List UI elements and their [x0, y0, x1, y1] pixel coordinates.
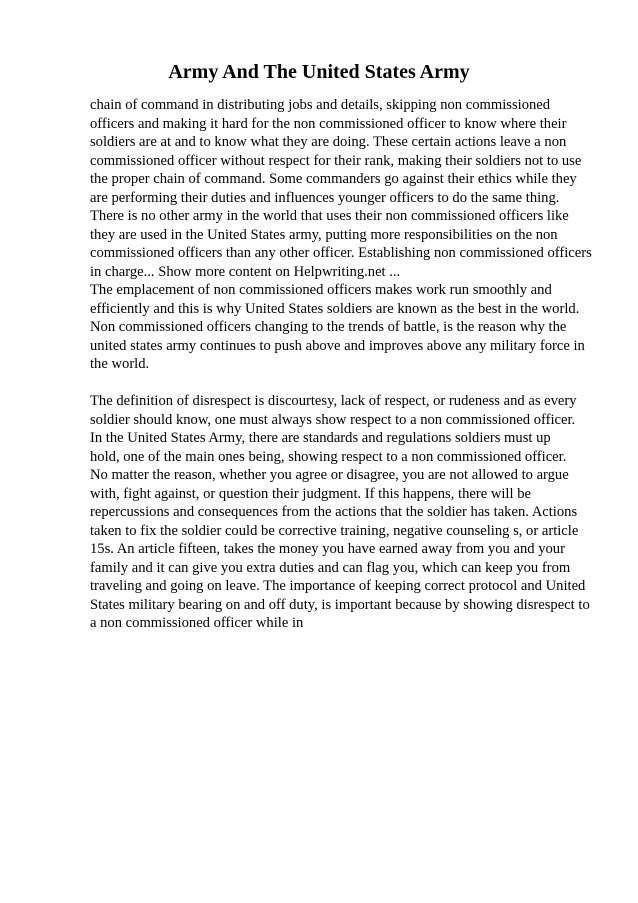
paragraph-2 [90, 392, 610, 633]
text-line: chain of command in distributing jobs and details, skipping non commissioned [90, 97, 551, 113]
text-line: repercussions and consequences from the actions that the soldier has taken. Actions [90, 504, 578, 520]
paragraph-1 [90, 96, 610, 374]
text-line: 15s. An article fifteen, takes the money you have earned away from you and your [90, 541, 565, 557]
document-body [90, 96, 610, 633]
text-line: are performing their duties and influences younger officers to do the same thing. [90, 189, 560, 206]
text-line: soldier should know, one must always show respect to a non commissioned officer. [90, 411, 576, 428]
text-line: traveling and going on leave. The importance of keeping correct protocol and United [90, 578, 586, 594]
text-line: In the United States Army, there are standards and regulations soldiers must up [90, 430, 551, 446]
text-line: family and it can give you extra duties and can flag you, which can keep you from [90, 559, 571, 576]
text-line: they are used in the United States army, putting more responsibilities on the non [90, 226, 558, 243]
text-line: united states army continues to push above and improves above any military force in [90, 337, 585, 354]
text-line: No matter the reason, whether you agree or disagree, you are not allowed to argue [90, 467, 569, 483]
text-line: There is no other army in the world that uses their non commissioned officers like [90, 208, 569, 224]
text-line: commissioned officer without respect for their rank, making their soldiers not to use [90, 152, 582, 169]
text-line: commissioned officers than any other officer. Establishing non commissioned officers [90, 245, 592, 261]
text-line: Non commissioned officers changing to the trends of battle, is the reason why the [90, 319, 567, 335]
text-line: soldiers are at and to know what they are doing. These certain actions leave a non [90, 134, 567, 150]
text-line: hold, one of the main ones being, showing respect to a non commissioned officer. [90, 448, 567, 465]
text-line: in charge... Show more content on Helpwriting.net ... [90, 263, 401, 280]
text-line: the world. [90, 356, 150, 372]
text-line: The emplacement of non commissioned officers makes work run smoothly and [90, 282, 552, 298]
text-line: a non commissioned officer while in [90, 615, 304, 631]
document-title: Army And The United States Army [168, 61, 470, 83]
paragraph-gap [90, 374, 610, 393]
text-line: the proper chain of command. Some commanders go against their ethics while they [90, 171, 577, 187]
text-line: taken to fix the soldier could be corrective training, negative counseling s, or article [90, 522, 579, 539]
text-line: The definition of disrespect is discourtesy, lack of respect, or rudeness and as every [90, 393, 577, 409]
text-line: efficiently and this is why United States soldiers are known as the best in the world. [90, 300, 580, 317]
text-line: with, fight against, or question their judgment. If this happens, there will be [90, 485, 531, 502]
text-line: States military bearing on and off duty, is important because by showing disrespect to [90, 596, 590, 613]
text-line: officers and making it hard for the non commissioned officer to know where their [90, 115, 567, 132]
